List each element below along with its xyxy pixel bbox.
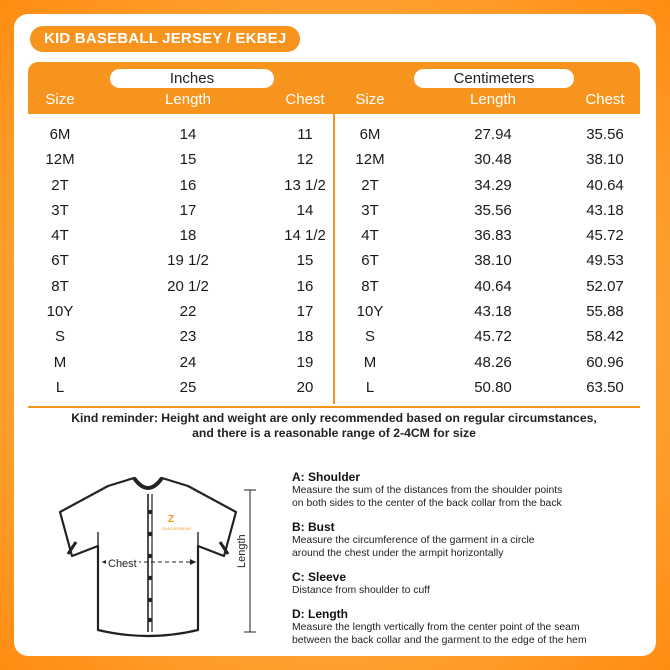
size-cell: 4T: [51, 227, 69, 245]
inch-length-cell: 17: [179, 201, 197, 219]
size-cell: 8T: [51, 277, 69, 295]
table-row: [28, 375, 640, 400]
inch-length-cell: 18: [179, 227, 197, 245]
cm-size-cell: 4T: [361, 227, 379, 245]
table-row: [28, 173, 640, 198]
cm-length-cell: 36.83: [474, 227, 512, 245]
cm-size-cell: L: [365, 378, 375, 396]
cm-size-header: Size: [355, 91, 385, 108]
table-row: [28, 223, 640, 248]
desc-line: around the chest under the armpit horizontally: [292, 548, 504, 559]
cm-chest-cell: 55.88: [586, 303, 624, 321]
size-cell: 2T: [51, 176, 69, 194]
desc-line: Measure the sum of the distances from the shoulder points: [292, 485, 563, 496]
size-cell: M: [53, 353, 67, 371]
cm-length-cell: 34.29: [474, 176, 512, 194]
cm-size-cell: 6T: [361, 252, 379, 270]
cm-length-cell: 38.10: [474, 252, 512, 270]
inch-length-cell: 14: [179, 126, 197, 143]
size-table: [28, 62, 640, 404]
desc-bust: [292, 520, 642, 560]
desc-title: D: Length: [292, 607, 348, 621]
measurement-descriptions: [292, 470, 642, 657]
desc-line: Measure the circumference of the garment in a circle: [292, 535, 535, 546]
inch-chest-cell: 16: [296, 277, 314, 295]
cm-size-cell: 3T: [361, 201, 379, 219]
table-row: [28, 198, 640, 223]
cm-chest-cell: 52.07: [586, 277, 624, 295]
inch-length-cell: 25: [179, 378, 197, 396]
cm-chest-cell: 35.56: [586, 126, 624, 143]
desc-line: between the back collar and the garment to the edge of the hem: [292, 635, 587, 646]
inch-chest-cell: 17: [296, 303, 314, 321]
cm-size-cell: M: [363, 353, 377, 371]
cm-length-cell: 27.94: [474, 126, 512, 143]
chest-label: Chest: [108, 558, 137, 570]
cm-length-header: Length: [470, 91, 516, 108]
jersey-outline-icon: [38, 472, 288, 642]
desc-shoulder: [292, 470, 642, 510]
cm-size-cell: 2T: [361, 176, 379, 194]
kind-reminder: [28, 411, 640, 441]
desc-length: [292, 607, 642, 647]
size-cell: S: [54, 328, 65, 346]
reminder-line-2: and there is a reasonable range of 2-4CM for size: [192, 426, 476, 440]
size-cell: 3T: [51, 201, 69, 219]
cm-length-cell: 30.48: [474, 151, 512, 169]
cm-length-cell: 35.56: [474, 201, 512, 219]
section-divider: [28, 406, 640, 408]
inch-chest-cell: 14: [296, 201, 314, 219]
inch-chest-cell: 13 1/2: [284, 176, 326, 194]
cm-length-cell: 50.80: [474, 378, 512, 396]
desc-title: A: Shoulder: [292, 470, 360, 484]
inch-length-cell: 24: [179, 353, 197, 371]
inch-chest-cell: 12: [296, 151, 314, 169]
cm-length-cell: 45.72: [474, 328, 512, 346]
inch-length-cell: 16: [179, 176, 197, 194]
desc-line: Measure the length vertically from the center point of the seam: [292, 622, 580, 633]
desc-title: B: Bust: [292, 520, 335, 534]
desc-title: C: Sleeve: [292, 570, 347, 584]
size-cell: 6T: [51, 252, 69, 270]
table-row: [28, 147, 640, 172]
cm-chest-cell: 38.10: [586, 151, 624, 169]
inch-length-cell: 23: [179, 328, 197, 346]
cm-size-cell: S: [364, 328, 375, 346]
table-row: [28, 350, 640, 375]
cm-chest-cell: 60.96: [586, 353, 624, 371]
size-cell: 10Y: [46, 303, 74, 321]
desc-sleeve: [292, 570, 642, 597]
size-cell: L: [55, 378, 65, 396]
inch-chest-cell: 15: [296, 252, 314, 270]
reminder-line-1: Kind reminder: Height and weight are only recommended based on regular circumstances,: [71, 411, 597, 425]
inch-chest-cell: 18: [296, 328, 314, 346]
chart-title: KID BASEBALL JERSEY / EKBEJ: [30, 26, 300, 52]
inch-chest-cell: 20: [296, 378, 314, 396]
inch-length-cell: 22: [179, 303, 197, 321]
table-row: [28, 122, 640, 147]
inches-chest-header: Chest: [285, 91, 325, 108]
table-row: [28, 274, 640, 299]
length-label: Length: [236, 534, 248, 568]
table-row: [28, 299, 640, 324]
cm-length-cell: 40.64: [474, 277, 512, 295]
cm-chest-cell: 63.50: [586, 378, 624, 396]
inches-unit-label: Inches: [110, 69, 274, 88]
cm-chest-header: Chest: [585, 91, 625, 108]
jersey-diagram: [38, 472, 288, 642]
cm-chest-cell: 40.64: [586, 176, 624, 194]
cm-length-cell: 48.26: [474, 353, 512, 371]
inch-length-cell: 19 1/2: [167, 252, 209, 270]
size-cell: 6M: [49, 126, 71, 143]
cm-chest-cell: 45.72: [586, 227, 624, 245]
cm-size-cell: 10Y: [356, 303, 384, 321]
size-chart-card: [14, 14, 656, 656]
size-cell: 12M: [45, 151, 75, 169]
cm-chest-cell: 58.42: [586, 328, 624, 346]
svg-text:Z: Z: [168, 514, 175, 525]
inches-size-header: Size: [45, 91, 75, 108]
cm-size-cell: 8T: [361, 277, 379, 295]
desc-line: Distance from shoulder to cuff: [292, 585, 430, 596]
centimeters-unit-label: Centimeters: [414, 69, 574, 88]
inch-length-cell: 20 1/2: [167, 277, 209, 295]
inch-chest-cell: 14 1/2: [284, 227, 326, 245]
cm-chest-cell: 49.53: [586, 252, 624, 270]
table-row: [28, 248, 640, 273]
brand-logo-text: ZANDERBEAR: [162, 526, 192, 531]
cm-chest-cell: 43.18: [586, 201, 624, 219]
table-header: [28, 62, 640, 114]
cm-size-cell: 6M: [359, 126, 381, 143]
cm-length-cell: 43.18: [474, 303, 512, 321]
table-row: [28, 324, 640, 349]
inch-chest-cell: 19: [296, 353, 314, 371]
cm-size-cell: 12M: [355, 151, 385, 169]
table-body: [28, 122, 640, 400]
desc-line: on both sides to the center of the back collar from the back: [292, 498, 562, 509]
inch-length-cell: 15: [179, 151, 197, 169]
inch-chest-cell: 11: [297, 126, 313, 143]
inches-length-header: Length: [165, 91, 211, 108]
